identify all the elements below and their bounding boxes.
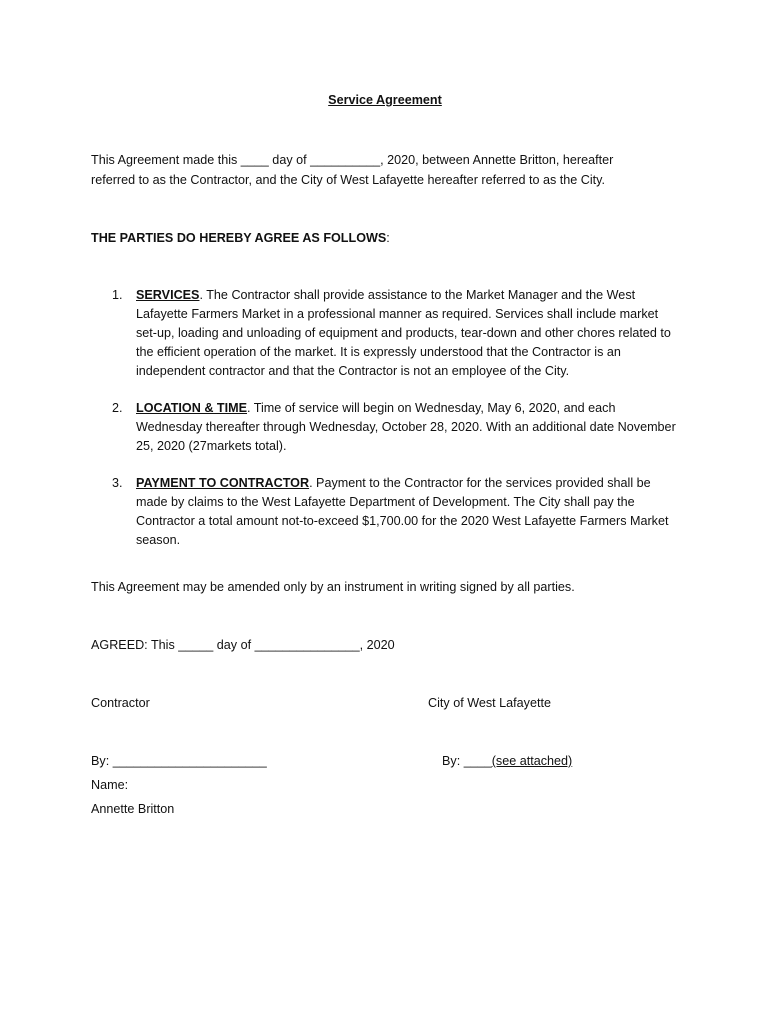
agree-heading-colon: :: [386, 231, 390, 245]
item-number: 2.: [112, 401, 123, 415]
list-item: [91, 399, 691, 456]
amendment-clause: This Agreement may be amended only by an instrument in writing signed by all parties.: [91, 580, 575, 594]
item-text: . The Contractor shall provide assistance to the Market Manager and the West Lafayette Farmers Market in a professional manner as required. Services shall include market set-up, loading and unloading of equipment and products, tear-down and other chores related to the efficient operation of the market. It is expressly understood that the Contractor is an independent contractor and that the Contractor is not an employee of the City.: [136, 288, 671, 378]
item-heading: LOCATION & TIME: [136, 401, 248, 415]
see-attached-note: (see attached): [491, 754, 573, 768]
list-item: [91, 286, 691, 381]
contractor-name: Annette Britton: [91, 802, 175, 816]
name-label: Name:: [91, 778, 129, 792]
item-heading: SERVICES: [136, 288, 200, 302]
city-by-prefix: By: ____: [442, 754, 492, 768]
agree-heading: [91, 229, 691, 249]
item-text: . Payment to the Contractor for the services provided shall be made by claims to the West Lafayette Department of Development. The City shall pay the Contractor a total amount not-to-exceed $1,700.00 for the 2020 West Lafayette Farmers Market season.: [136, 476, 669, 547]
intro-line-2: referred to as the Contractor, and the City of West Lafayette hereafter referred to as the City.: [91, 172, 606, 187]
intro-paragraph: [91, 151, 691, 190]
agreed-line: AGREED: This _____ day of _______________, 2020: [91, 638, 395, 652]
item-number: 1.: [112, 288, 123, 302]
agree-heading-text: THE PARTIES DO HEREBY AGREE AS FOLLOWS: [91, 231, 387, 245]
document-title: Service Agreement: [328, 93, 442, 107]
item-number: 3.: [112, 476, 123, 490]
item-text: . Time of service will begin on Wednesday, May 6, 2020, and each Wednesday thereafter through Wednesday, October 28, 2020. With an additional date November 25, 2020 (27markets total).: [136, 401, 676, 453]
city-signature-line: [442, 752, 572, 772]
contractor-signature-line: By: ______________________: [91, 754, 267, 768]
city-label: City of West Lafayette: [428, 696, 551, 710]
list-item: [91, 474, 691, 550]
item-heading: PAYMENT TO CONTRACTOR: [136, 476, 310, 490]
contractor-label: Contractor: [91, 696, 150, 710]
intro-line-1: This Agreement made this ____ day of __________, 2020, between Annette Britton, hereafter: [91, 153, 614, 167]
